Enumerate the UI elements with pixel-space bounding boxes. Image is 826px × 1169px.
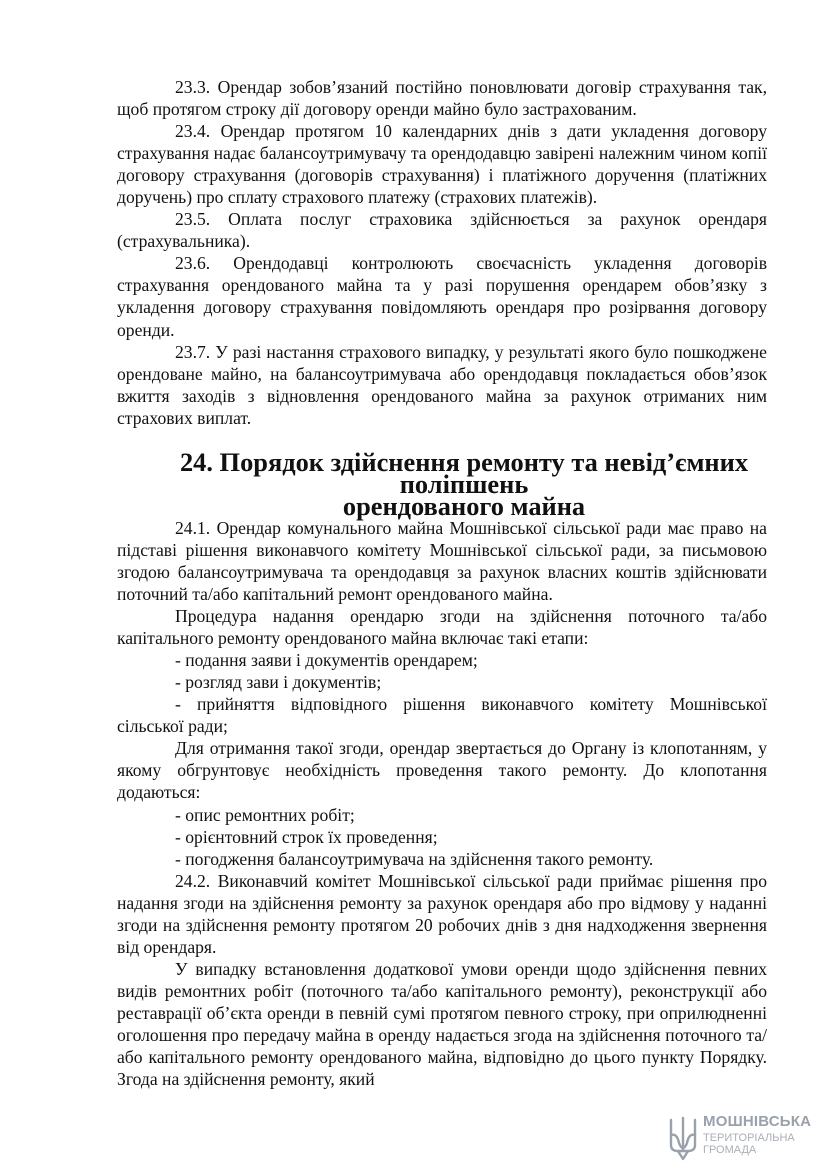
trident-icon: [666, 1115, 700, 1161]
paragraph-additional-condition: У випадку встановлення додаткової умови оренди щодо здійснення певних видів ремонтних робіт (поточного та/або капітального ремонту), реконструкції або реставрації об’єкта оренди в певній сумі протягом певного строку, при оприлюдненні оголошення про передачу майна в оренду надається згода на здійснення поточного та/або капітального ремонту орендованого майна, відповідно до цього пункту Порядку. Згода на здійснення ремонту, який: [117, 958, 767, 1090]
paragraph-23-3: 23.3. Орендар зобов’язаний постійно поновлювати договір страхування так, щоб протягом строку дії договору оренди майно було застрахованим.: [117, 77, 767, 120]
list-item-decision: - прийняття відповідного рішення виконавчого комітету Мошнівської сільської ради;: [117, 694, 767, 737]
paragraph-petition: Для отримання такої згоди, орендар звертається до Органу із клопотанням, у якому обгрунтовує необхідність проведення такого ремонту. До клопотання додаються:: [117, 738, 767, 803]
community-logo: [666, 1113, 816, 1163]
logo-name: МОШНІВСЬКА: [703, 1113, 812, 1130]
paragraph-23-6: 23.6. Орендодавці контролюють своєчасність укладення договорів страхування орендованого майна та у разі порушення орендарем обов’язку з укладення договору страхування повідомляють орендаря про розірвання договору оренди.: [117, 253, 767, 340]
paragraph-procedure: Процедура надання орендарю згоди на здійснення поточного та/або капітального ремонту орендованого майна включає такі етапи:: [117, 606, 767, 649]
heading-line-1: 24. Порядок здійснення ремонту та невід’ємних поліпшень: [179, 446, 749, 499]
paragraph-24-1: 24.1. Орендар комунального майна Мошнівської сільської ради має право на підставі рішення виконавчого комітету Мошнівської сільської ради, за письмовою згодою балансоутримувача та орендодавця за рахунок власних коштів здійснювати поточний та/або капітальний ремонт орендованого майна.: [117, 517, 767, 605]
list-item-term: - орієнтовний строк їх проведення;: [175, 826, 438, 847]
logo-subtitle-1: ТЕРИТОРІАЛЬНА: [703, 1132, 795, 1144]
section-heading-24: [117, 446, 767, 521]
logo-subtitle-2: ГРОМАДА: [703, 1144, 757, 1156]
list-item-approval: - погодження балансоутримувача на здійснення такого ремонту.: [175, 848, 654, 869]
paragraph-23-7: 23.7. У разі настання страхового випадку, у результаті якого було пошкоджене орендоване майно, на балансоутримувача або орендодавця покладається обов’язок вжиття заходів з відновлення орендованого майна за рахунок отриманих ним страхових виплат.: [117, 341, 767, 428]
paragraph-24-2: 24.2. Виконавчий комітет Мошнівської сільської ради приймає рішення про надання згоди на здійснення ремонту за рахунок орендаря або про відмову у наданні згоди на здійснення ремонту протягом 20 робочих днів з дня надходження звернення від орендаря.: [117, 870, 767, 957]
paragraph-23-5: 23.5. Оплата послуг страховика здійснюється за рахунок орендаря (страхувальника).: [117, 209, 767, 252]
list-item-submit: - подання заяви і документів орендарем;: [175, 650, 478, 671]
paragraph-23-4: 23.4. Орендар протягом 10 календарних днів з дати укладення договору страхування надає балансоутримувачу та орендодавцю завірені належним чином копії договору страхування (договорів страхування) і платіжного доручення (платіжних доручень) про сплату страхового платежу (страхових платежів).: [117, 121, 767, 208]
list-item-review: - розгляд зави і документів;: [175, 672, 382, 693]
heading-line-2: орендованого майна: [342, 490, 586, 521]
document-body: [117, 76, 767, 1090]
list-item-description: - опис ремонтних робіт;: [175, 804, 355, 825]
